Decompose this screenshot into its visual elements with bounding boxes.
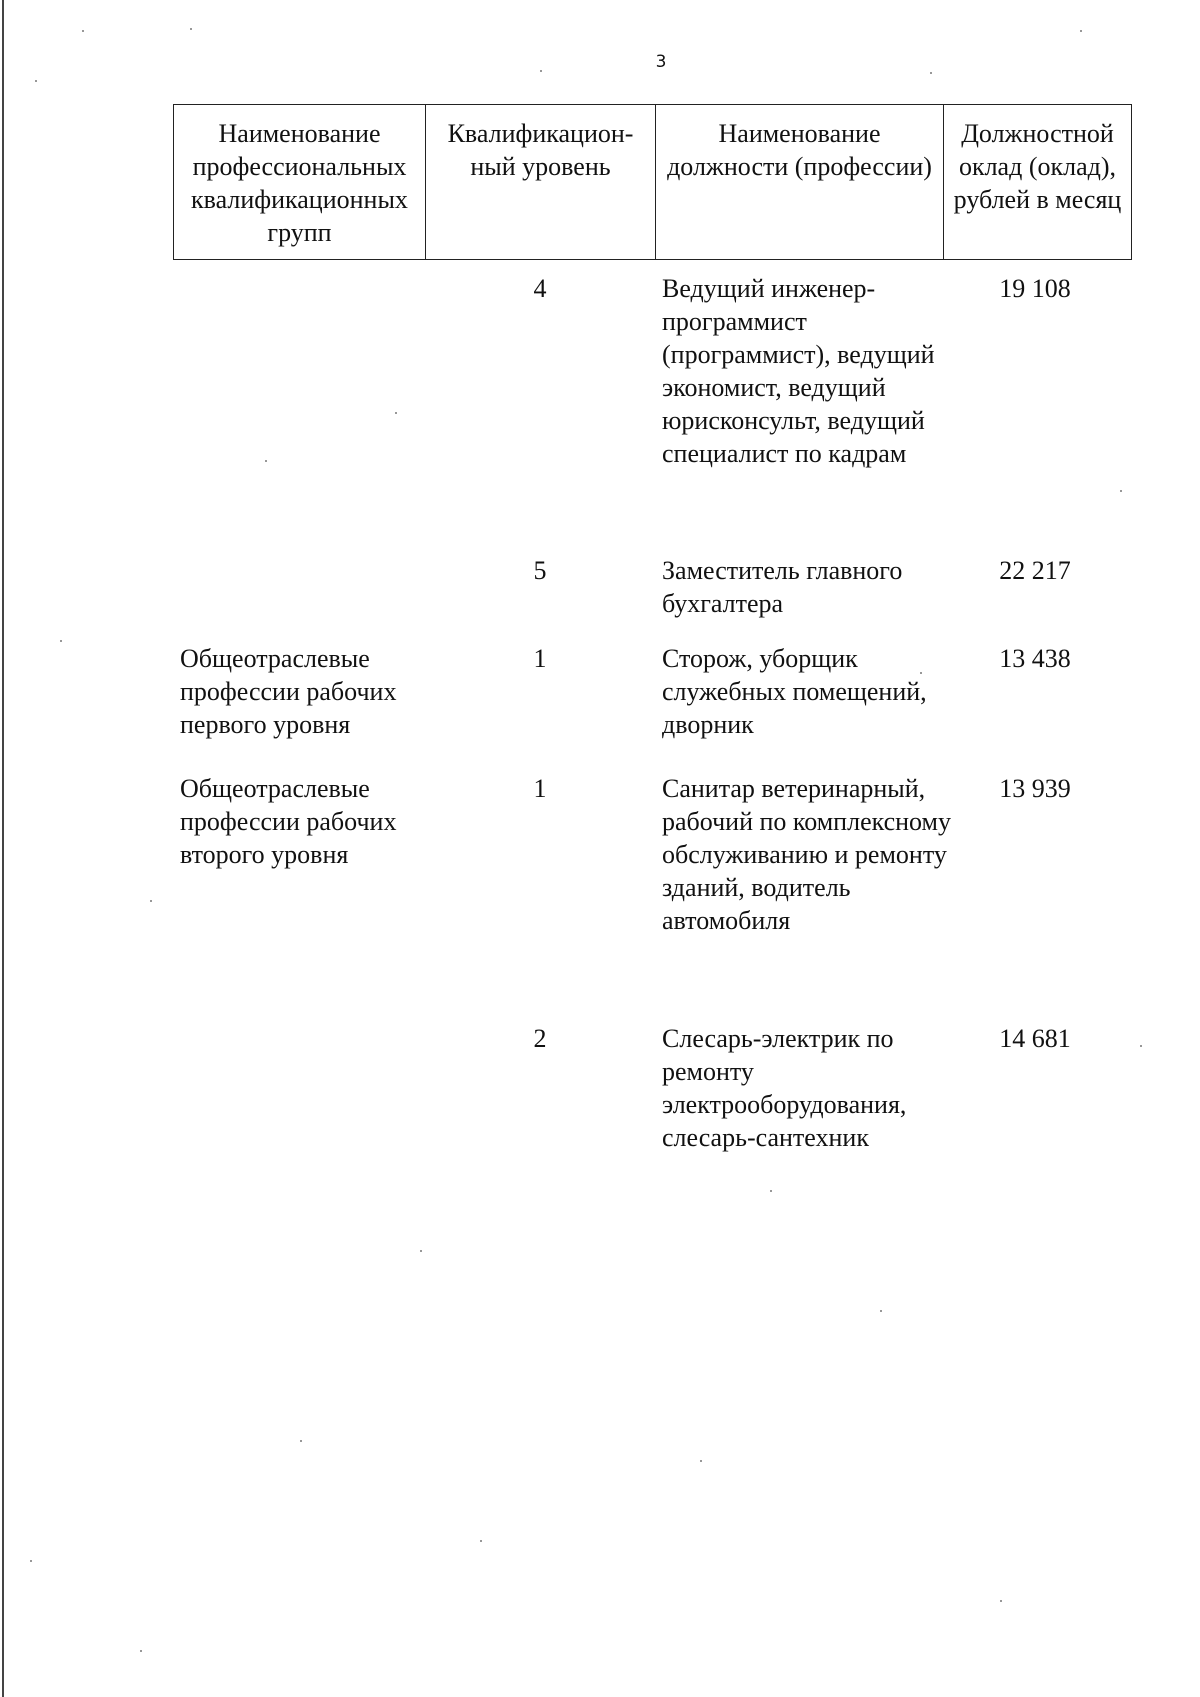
header-salary: Должностной оклад (оклад), рублей в месяц xyxy=(944,105,1132,260)
salary-cell: 19 108 xyxy=(999,274,1071,303)
position-cell: Заместитель главного бухгалтера xyxy=(662,556,903,618)
salary-cell: 13 438 xyxy=(999,644,1071,673)
position-cell: Санитар ветеринарный, рабочий по комплексному обслуживанию и ремонту зданий, водитель автомобиля xyxy=(662,774,952,935)
header-position: Наименование должности (профессии) xyxy=(656,105,944,260)
table-header xyxy=(173,104,1132,260)
level-cell: 1 xyxy=(533,644,547,673)
level-cell: 5 xyxy=(533,556,547,585)
group-cell: Общеотраслевые профессии рабочих первого уровня xyxy=(180,644,397,739)
header-group: Наименование профессиональных квалификационных групп xyxy=(174,105,426,260)
page-number: 3 xyxy=(655,52,667,72)
position-cell: Ведущий инженер-программист (программист), ведущий экономист, ведущий юрисконсульт, ведущий специалист по кадрам xyxy=(662,274,935,468)
salary-cell: 14 681 xyxy=(999,1024,1071,1053)
header-level: Квалификацион-ный уровень xyxy=(426,105,656,260)
salary-cell: 22 217 xyxy=(999,556,1071,585)
scan-left-edge xyxy=(2,0,4,1697)
position-cell: Слесарь-электрик по ремонту электрооборудования, слесарь-сантехник xyxy=(662,1024,907,1152)
salary-cell: 13 939 xyxy=(999,774,1071,803)
position-cell: Сторож, уборщик служебных помещений, дворник xyxy=(662,644,927,739)
level-cell: 2 xyxy=(533,1024,547,1053)
group-cell: Общеотраслевые профессии рабочих второго уровня xyxy=(180,774,397,869)
level-cell: 1 xyxy=(533,774,547,803)
level-cell: 4 xyxy=(533,274,547,303)
